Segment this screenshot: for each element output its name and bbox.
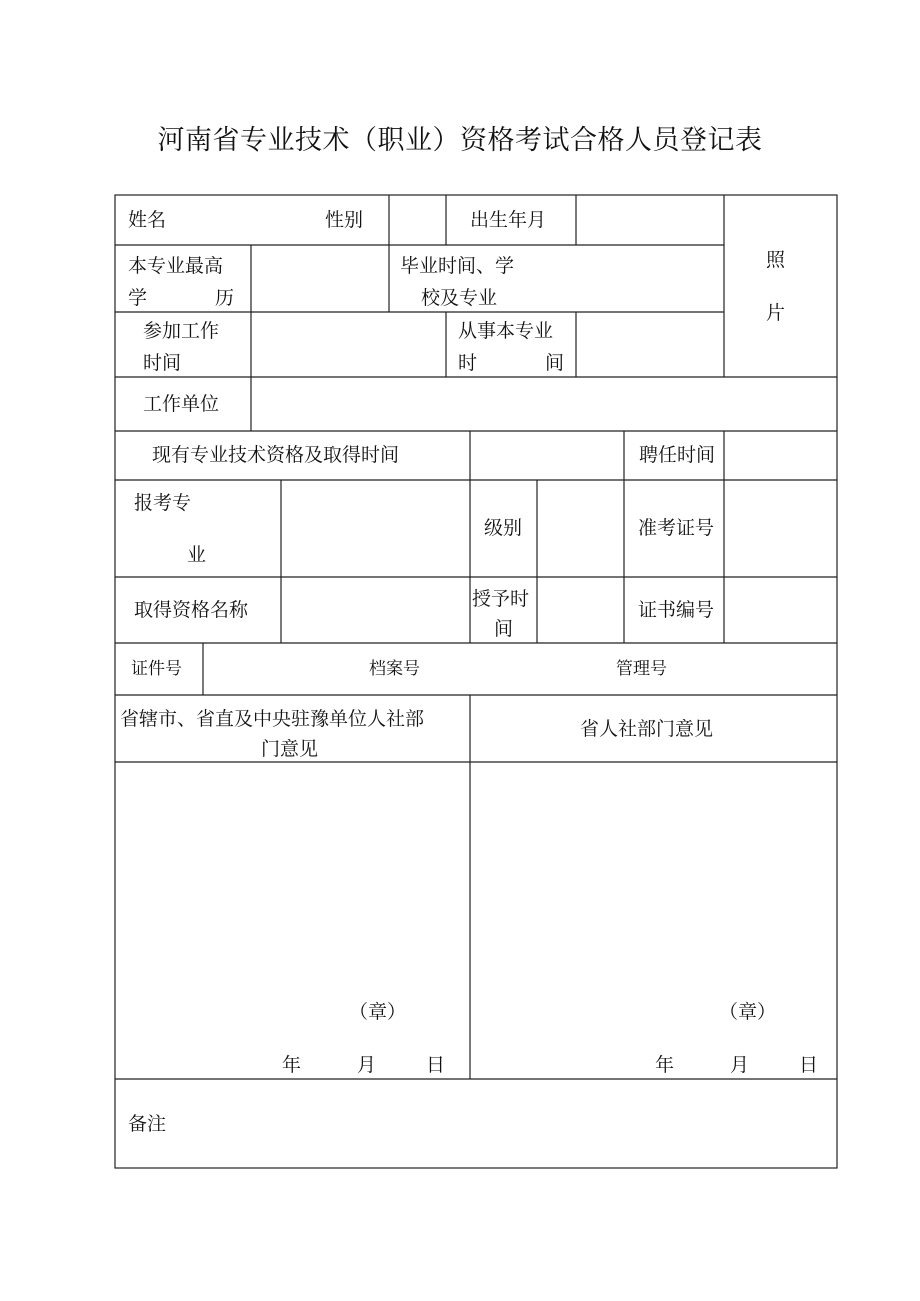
name-label: 姓名 <box>128 209 167 231</box>
province-year-label: 年 <box>655 1054 675 1076</box>
education-label: 本专业最高 <box>128 255 224 277</box>
profession-time-label-2: 时 <box>458 352 478 374</box>
birth-label: 出生年月 <box>470 209 547 231</box>
profession-time-label-3: 间 <box>545 352 565 374</box>
city-opinion-label: 省辖市、省直及中央驻豫单位人社部 <box>120 708 425 730</box>
remarks-label: 备注 <box>128 1113 167 1135</box>
id-no-label: 证件号 <box>131 659 182 679</box>
graduation-label: 毕业时间、学 <box>400 255 515 277</box>
granted-time-label: 授予时 <box>472 588 530 610</box>
admission-no-label: 准考证号 <box>638 517 715 539</box>
province-seal-label: （章） <box>719 1001 777 1023</box>
gender-label: 性别 <box>325 209 364 231</box>
city-seal-label: （章） <box>349 1001 407 1023</box>
province-day-label: 日 <box>799 1054 819 1076</box>
appointment-time-label: 聘任时间 <box>639 444 716 466</box>
level-label: 级别 <box>484 517 523 539</box>
exam-major-label-2: 业 <box>187 544 207 566</box>
province-month-label: 月 <box>730 1054 750 1076</box>
city-year-label: 年 <box>282 1054 302 1076</box>
current-qualification-label: 现有专业技术资格及取得时间 <box>152 444 400 466</box>
qualification-name-label: 取得资格名称 <box>134 599 249 621</box>
form-title: 河南省专业技术（职业）资格考试合格人员登记表 <box>157 125 763 156</box>
city-opinion-label-2: 门意见 <box>261 738 319 760</box>
education-label-3: 历 <box>215 287 235 309</box>
exam-major-label: 报考专 <box>134 492 192 514</box>
photo-label-bottom: 片 <box>766 302 786 324</box>
city-day-label: 日 <box>426 1054 446 1076</box>
city-month-label: 月 <box>357 1054 377 1076</box>
photo-label-top: 照 <box>766 249 786 271</box>
granted-time-label-2: 间 <box>494 618 514 640</box>
province-opinion-label: 省人社部门意见 <box>580 718 714 740</box>
education-label-2: 学 <box>128 287 148 309</box>
archive-no-label: 档案号 <box>369 659 420 679</box>
certificate-no-label: 证书编号 <box>638 599 715 621</box>
management-no-label: 管理号 <box>616 659 667 679</box>
profession-time-label: 从事本专业 <box>458 320 554 342</box>
work-start-label: 参加工作 <box>143 320 220 342</box>
work-start-label-2: 时间 <box>143 352 182 374</box>
graduation-label-2: 校及专业 <box>421 287 498 309</box>
employer-label: 工作单位 <box>143 393 220 415</box>
